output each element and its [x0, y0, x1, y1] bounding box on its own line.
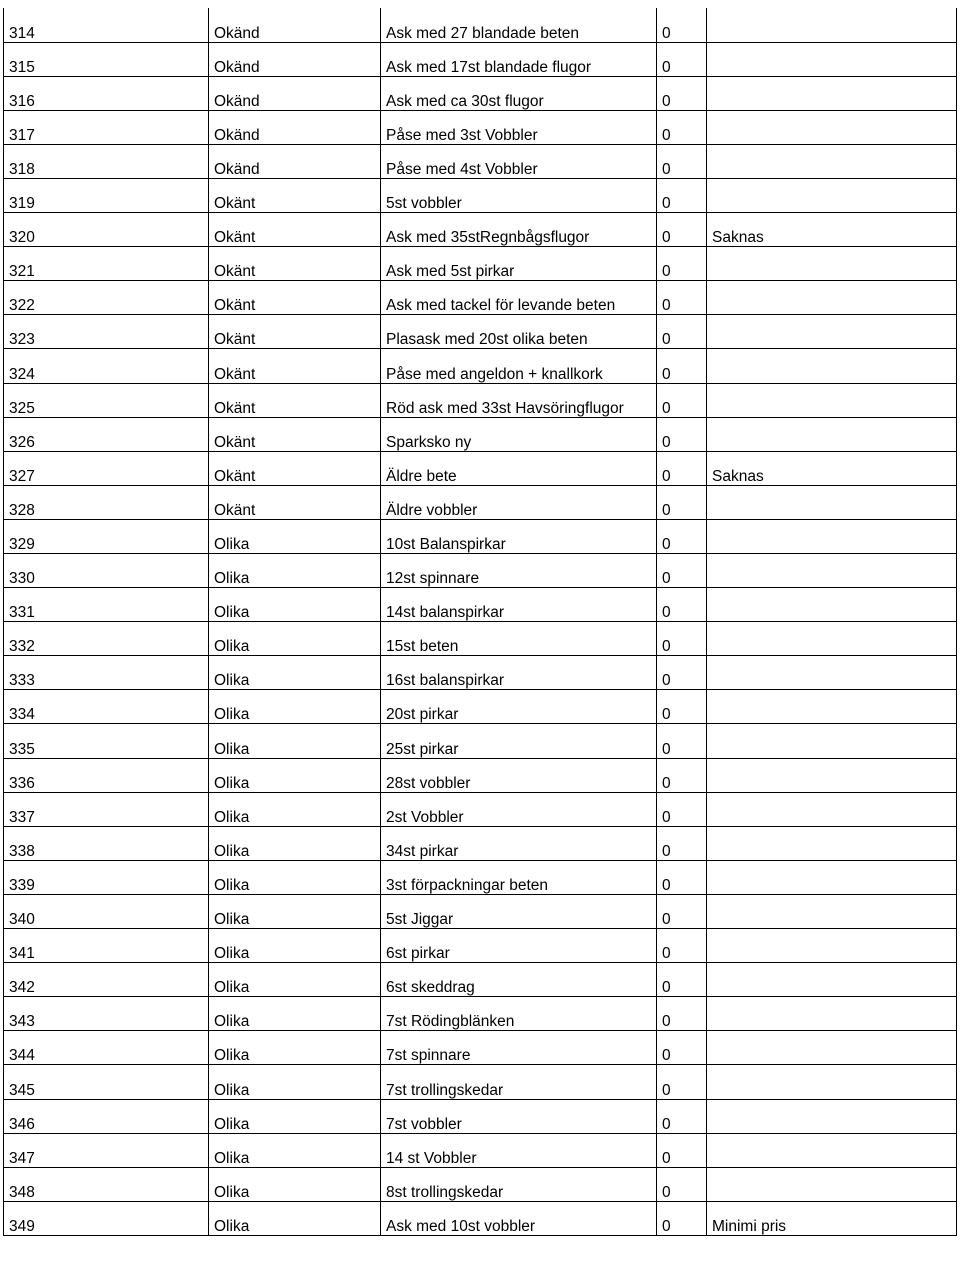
- description-cell: 10st Balanspirkar: [381, 519, 657, 553]
- item-number-cell: 320: [4, 213, 209, 247]
- value-cell: 0: [657, 178, 707, 212]
- table-row: [4, 383, 957, 417]
- table-row: [4, 485, 957, 519]
- value-cell: 0: [657, 8, 707, 42]
- value-cell: 0: [657, 1031, 707, 1065]
- value-cell: 0: [657, 281, 707, 315]
- note-cell: [707, 758, 957, 792]
- table-row: [4, 42, 957, 76]
- item-number-cell: 319: [4, 178, 209, 212]
- item-number-cell: 334: [4, 690, 209, 724]
- item-number-cell: 337: [4, 792, 209, 826]
- table-row: [4, 315, 957, 349]
- brand-cell: Okänd: [209, 76, 381, 110]
- table-row: [4, 178, 957, 212]
- note-cell: [707, 894, 957, 928]
- description-cell: Äldre vobbler: [381, 485, 657, 519]
- value-cell: 0: [657, 1099, 707, 1133]
- note-cell: [707, 1031, 957, 1065]
- note-cell: [707, 554, 957, 588]
- brand-cell: Olika: [209, 929, 381, 963]
- table-row: [4, 894, 957, 928]
- brand-cell: Okänd: [209, 42, 381, 76]
- description-cell: 7st vobbler: [381, 1099, 657, 1133]
- table-row: [4, 792, 957, 826]
- value-cell: 0: [657, 247, 707, 281]
- description-cell: Påse med 4st Vobbler: [381, 144, 657, 178]
- table-row: [4, 349, 957, 383]
- value-cell: 0: [657, 485, 707, 519]
- brand-cell: Okänt: [209, 485, 381, 519]
- value-cell: 0: [657, 894, 707, 928]
- item-number-cell: 318: [4, 144, 209, 178]
- value-cell: 0: [657, 792, 707, 826]
- table-row: [4, 213, 957, 247]
- note-cell: Minimi pris: [707, 1201, 957, 1235]
- value-cell: 0: [657, 417, 707, 451]
- table-row: [4, 144, 957, 178]
- brand-cell: Okänd: [209, 110, 381, 144]
- table-row: [4, 247, 957, 281]
- inventory-table: [3, 8, 957, 1236]
- value-cell: 0: [657, 963, 707, 997]
- description-cell: Ask med 17st blandade flugor: [381, 42, 657, 76]
- note-cell: Saknas: [707, 213, 957, 247]
- description-cell: Plasask med 20st olika beten: [381, 315, 657, 349]
- description-cell: 25st pirkar: [381, 724, 657, 758]
- description-cell: 34st pirkar: [381, 826, 657, 860]
- brand-cell: Okänt: [209, 349, 381, 383]
- value-cell: 0: [657, 860, 707, 894]
- item-number-cell: 315: [4, 42, 209, 76]
- note-cell: [707, 588, 957, 622]
- description-cell: Påse med angeldon + knallkork: [381, 349, 657, 383]
- table-body: [4, 8, 957, 1235]
- note-cell: [707, 860, 957, 894]
- description-cell: 7st Rödingblänken: [381, 997, 657, 1031]
- brand-cell: Olika: [209, 860, 381, 894]
- item-number-cell: 349: [4, 1201, 209, 1235]
- table-row: [4, 1201, 957, 1235]
- description-cell: 12st spinnare: [381, 554, 657, 588]
- brand-cell: Olika: [209, 963, 381, 997]
- item-number-cell: 333: [4, 656, 209, 690]
- item-number-cell: 348: [4, 1167, 209, 1201]
- note-cell: [707, 1167, 957, 1201]
- note-cell: [707, 724, 957, 758]
- item-number-cell: 338: [4, 826, 209, 860]
- note-cell: [707, 42, 957, 76]
- brand-cell: Olika: [209, 690, 381, 724]
- note-cell: [707, 622, 957, 656]
- note-cell: [707, 997, 957, 1031]
- value-cell: 0: [657, 519, 707, 553]
- brand-cell: Okänt: [209, 383, 381, 417]
- value-cell: 0: [657, 724, 707, 758]
- value-cell: 0: [657, 42, 707, 76]
- item-number-cell: 314: [4, 8, 209, 42]
- note-cell: [707, 178, 957, 212]
- description-cell: 6st pirkar: [381, 929, 657, 963]
- table-row: [4, 76, 957, 110]
- description-cell: 16st balanspirkar: [381, 656, 657, 690]
- value-cell: 0: [657, 997, 707, 1031]
- item-number-cell: 345: [4, 1065, 209, 1099]
- brand-cell: Olika: [209, 1065, 381, 1099]
- description-cell: 6st skeddrag: [381, 963, 657, 997]
- item-number-cell: 331: [4, 588, 209, 622]
- value-cell: 0: [657, 826, 707, 860]
- description-cell: 7st trollingskedar: [381, 1065, 657, 1099]
- table-row: [4, 997, 957, 1031]
- note-cell: [707, 315, 957, 349]
- description-cell: Ask med 35stRegnbågsflugor: [381, 213, 657, 247]
- description-cell: 15st beten: [381, 622, 657, 656]
- item-number-cell: 325: [4, 383, 209, 417]
- table-row: [4, 417, 957, 451]
- brand-cell: Olika: [209, 519, 381, 553]
- table-row: [4, 1133, 957, 1167]
- value-cell: 0: [657, 110, 707, 144]
- value-cell: 0: [657, 1167, 707, 1201]
- brand-cell: Okänt: [209, 247, 381, 281]
- table-row: [4, 860, 957, 894]
- value-cell: 0: [657, 690, 707, 724]
- item-number-cell: 317: [4, 110, 209, 144]
- brand-cell: Olika: [209, 622, 381, 656]
- item-number-cell: 321: [4, 247, 209, 281]
- brand-cell: Olika: [209, 554, 381, 588]
- item-number-cell: 343: [4, 997, 209, 1031]
- brand-cell: Olika: [209, 1201, 381, 1235]
- description-cell: 3st förpackningar beten: [381, 860, 657, 894]
- table-row: [4, 929, 957, 963]
- note-cell: [707, 963, 957, 997]
- note-cell: [707, 485, 957, 519]
- table-row: [4, 656, 957, 690]
- value-cell: 0: [657, 1133, 707, 1167]
- note-cell: [707, 349, 957, 383]
- description-cell: Äldre bete: [381, 451, 657, 485]
- brand-cell: Olika: [209, 1133, 381, 1167]
- item-number-cell: 336: [4, 758, 209, 792]
- description-cell: 2st Vobbler: [381, 792, 657, 826]
- value-cell: 0: [657, 656, 707, 690]
- value-cell: 0: [657, 144, 707, 178]
- description-cell: 14 st Vobbler: [381, 1133, 657, 1167]
- table-row: [4, 1065, 957, 1099]
- table-row: [4, 110, 957, 144]
- description-cell: Röd ask med 33st Havsöringflugor: [381, 383, 657, 417]
- item-number-cell: 329: [4, 519, 209, 553]
- item-number-cell: 342: [4, 963, 209, 997]
- table-row: [4, 554, 957, 588]
- brand-cell: Olika: [209, 656, 381, 690]
- note-cell: [707, 519, 957, 553]
- table-row: [4, 622, 957, 656]
- value-cell: 0: [657, 622, 707, 656]
- brand-cell: Olika: [209, 758, 381, 792]
- description-cell: 5st vobbler: [381, 178, 657, 212]
- description-cell: 7st spinnare: [381, 1031, 657, 1065]
- note-cell: [707, 656, 957, 690]
- description-cell: 5st Jiggar: [381, 894, 657, 928]
- brand-cell: Olika: [209, 894, 381, 928]
- table-row: [4, 963, 957, 997]
- brand-cell: Olika: [209, 724, 381, 758]
- brand-cell: Okänt: [209, 315, 381, 349]
- item-number-cell: 324: [4, 349, 209, 383]
- item-number-cell: 347: [4, 1133, 209, 1167]
- note-cell: [707, 1133, 957, 1167]
- item-number-cell: 328: [4, 485, 209, 519]
- brand-cell: Olika: [209, 1167, 381, 1201]
- item-number-cell: 316: [4, 76, 209, 110]
- description-cell: 8st trollingskedar: [381, 1167, 657, 1201]
- brand-cell: Olika: [209, 997, 381, 1031]
- brand-cell: Okänt: [209, 451, 381, 485]
- description-cell: 28st vobbler: [381, 758, 657, 792]
- table-row: [4, 826, 957, 860]
- table-row: [4, 451, 957, 485]
- note-cell: [707, 792, 957, 826]
- brand-cell: Okänt: [209, 281, 381, 315]
- item-number-cell: 332: [4, 622, 209, 656]
- value-cell: 0: [657, 554, 707, 588]
- table-row: [4, 1031, 957, 1065]
- note-cell: [707, 1065, 957, 1099]
- table-row: [4, 690, 957, 724]
- table-row: [4, 758, 957, 792]
- note-cell: [707, 417, 957, 451]
- brand-cell: Okänt: [209, 417, 381, 451]
- brand-cell: Olika: [209, 588, 381, 622]
- value-cell: 0: [657, 588, 707, 622]
- value-cell: 0: [657, 383, 707, 417]
- note-cell: [707, 281, 957, 315]
- item-number-cell: 339: [4, 860, 209, 894]
- item-number-cell: 330: [4, 554, 209, 588]
- brand-cell: Okänd: [209, 144, 381, 178]
- table-row: [4, 1099, 957, 1133]
- value-cell: 0: [657, 349, 707, 383]
- note-cell: [707, 1099, 957, 1133]
- note-cell: [707, 110, 957, 144]
- brand-cell: Okänt: [209, 213, 381, 247]
- item-number-cell: 335: [4, 724, 209, 758]
- item-number-cell: 340: [4, 894, 209, 928]
- brand-cell: Olika: [209, 792, 381, 826]
- note-cell: [707, 826, 957, 860]
- description-cell: 14st balanspirkar: [381, 588, 657, 622]
- table-row: [4, 724, 957, 758]
- value-cell: 0: [657, 758, 707, 792]
- item-number-cell: 327: [4, 451, 209, 485]
- item-number-cell: 322: [4, 281, 209, 315]
- brand-cell: Okänd: [209, 8, 381, 42]
- description-cell: 20st pirkar: [381, 690, 657, 724]
- description-cell: Ask med tackel för levande beten: [381, 281, 657, 315]
- description-cell: Ask med 5st pirkar: [381, 247, 657, 281]
- note-cell: [707, 247, 957, 281]
- table-row: [4, 281, 957, 315]
- description-cell: Ask med ca 30st flugor: [381, 76, 657, 110]
- table-row: [4, 519, 957, 553]
- value-cell: 0: [657, 315, 707, 349]
- value-cell: 0: [657, 929, 707, 963]
- brand-cell: Olika: [209, 1099, 381, 1133]
- item-number-cell: 346: [4, 1099, 209, 1133]
- table-row: [4, 8, 957, 42]
- item-number-cell: 326: [4, 417, 209, 451]
- description-cell: Ask med 10st vobbler: [381, 1201, 657, 1235]
- brand-cell: Okänt: [209, 178, 381, 212]
- note-cell: [707, 383, 957, 417]
- note-cell: [707, 76, 957, 110]
- value-cell: 0: [657, 451, 707, 485]
- table-row: [4, 588, 957, 622]
- note-cell: [707, 929, 957, 963]
- brand-cell: Olika: [209, 826, 381, 860]
- table-row: [4, 1167, 957, 1201]
- note-cell: [707, 8, 957, 42]
- item-number-cell: 323: [4, 315, 209, 349]
- item-number-cell: 344: [4, 1031, 209, 1065]
- value-cell: 0: [657, 76, 707, 110]
- note-cell: [707, 690, 957, 724]
- note-cell: Saknas: [707, 451, 957, 485]
- item-number-cell: 341: [4, 929, 209, 963]
- value-cell: 0: [657, 1065, 707, 1099]
- description-cell: Sparksko ny: [381, 417, 657, 451]
- description-cell: Ask med 27 blandade beten: [381, 8, 657, 42]
- value-cell: 0: [657, 213, 707, 247]
- inventory-table-container: [3, 8, 957, 1236]
- description-cell: Påse med 3st Vobbler: [381, 110, 657, 144]
- brand-cell: Olika: [209, 1031, 381, 1065]
- note-cell: [707, 144, 957, 178]
- value-cell: 0: [657, 1201, 707, 1235]
